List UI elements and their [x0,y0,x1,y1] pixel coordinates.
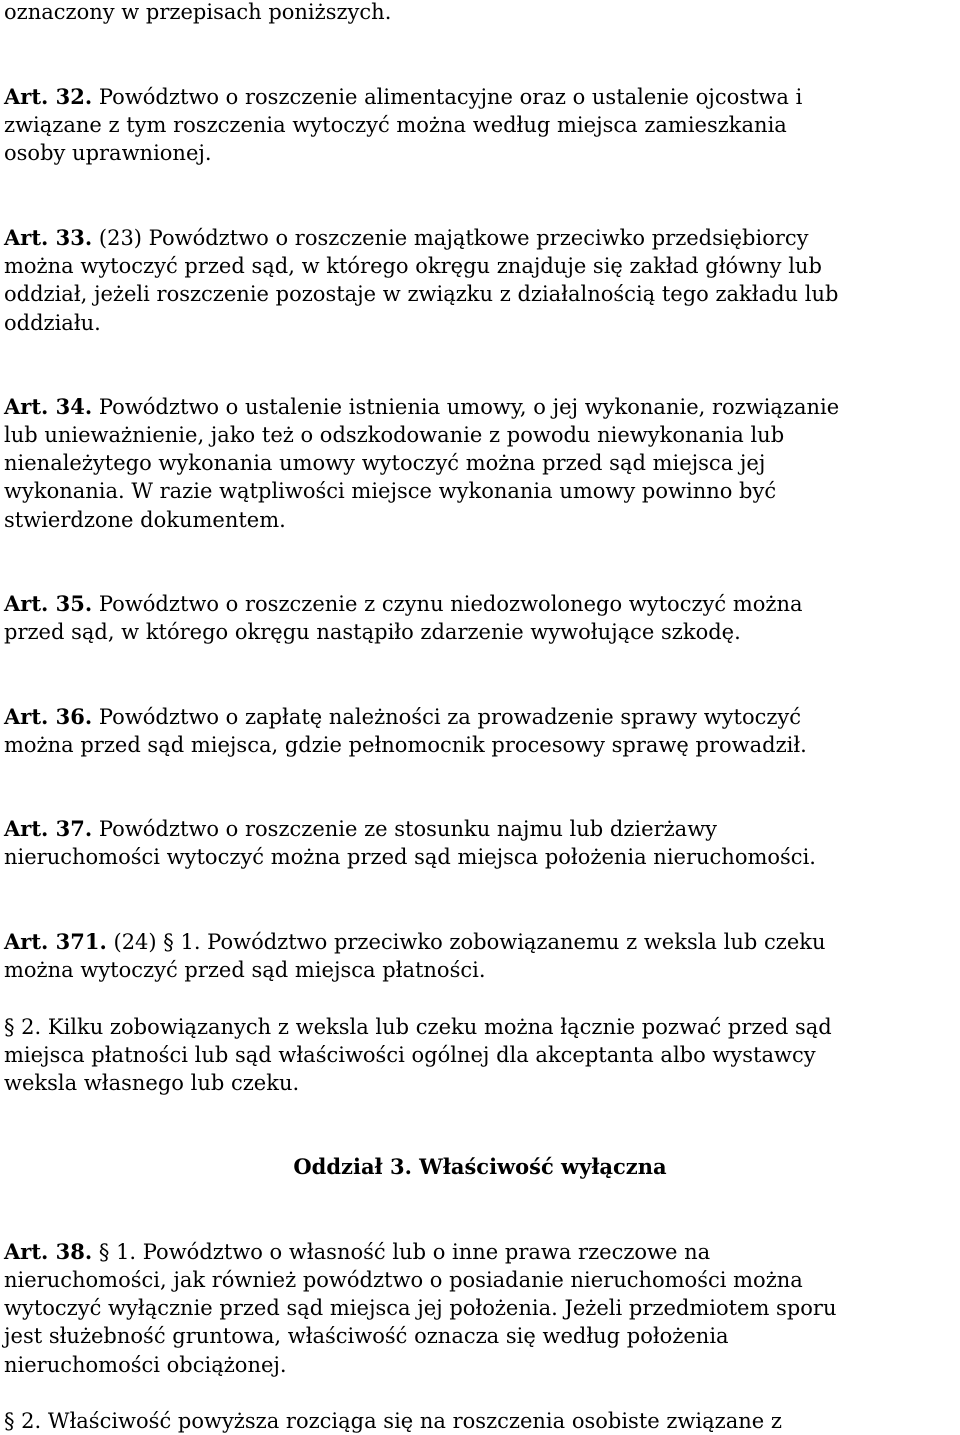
article-32-line-1 [4,83,802,111]
article-36-label: Art. 36. [4,704,93,729]
article-32-label: Art. 32. [4,84,93,109]
article-33-line-4: oddziału. [4,311,101,335]
article-37-text-1: Powództwo o roszczenie ze stosunku najmu lub dzierżawy [92,817,718,841]
article-34-line-4: wykonania. W razie wątpliwości miejsce wykonania umowy powinno być [4,479,777,503]
article-35-line-1 [4,590,803,618]
article-38-label: Art. 38. [4,1239,93,1264]
article-32-line-3: osoby uprawnionej. [4,141,212,165]
article-34-line-5: stwierdzone dokumentem. [4,508,286,532]
article-37-label: Art. 37. [4,816,93,841]
article-371-text-1: (24) § 1. Powództwo przeciwko zobowiązanemu z weksla lub czeku [106,930,826,954]
article-371-line-1 [4,928,826,956]
article-38-line-4: jest służebność gruntowa, właściwość oznacza się według położenia [4,1324,729,1348]
article-38-text-1: § 1. Powództwo o własność lub o inne prawa rzeczowe na [92,1240,711,1264]
article-371-line-2: można wytoczyć przed sąd miejsca płatności. [4,958,486,982]
article-35-label: Art. 35. [4,591,93,616]
section-heading: Oddział 3. Właściwość wyłączna [293,1154,667,1179]
article-34-line-1 [4,393,839,421]
article-38-line-1 [4,1238,710,1266]
article-34-text-1: Powództwo o ustalenie istnienia umowy, o jej wykonanie, rozwiązanie [92,395,840,419]
article-36-line-2: można przed sąd miejsca, gdzie pełnomocnik procesowy sprawę prowadził. [4,733,807,757]
article-34-line-2: lub unieważnienie, jako też o odszkodowanie z powodu niewykonania lub [4,423,785,447]
article-36-line-1 [4,703,801,731]
article-32-text-1: Powództwo o roszczenie alimentacyjne oraz o ustalenie ojcostwa i [92,85,803,109]
article-33-line-1 [4,224,809,252]
article-35-text-1: Powództwo o roszczenie z czynu niedozwolonego wytoczyć można [92,592,803,616]
article-371-par2-line-3: weksla własnego lub czeku. [4,1071,300,1095]
article-33-line-2: można wytoczyć przed sąd, w którego okręgu znajduje się zakład główny lub [4,254,822,278]
article-33-label: Art. 33. [4,225,93,250]
article-371-par2-line-1: § 2. Kilku zobowiązanych z weksla lub czeku można łącznie pozwać przed sąd [4,1015,832,1039]
article-36-text-1: Powództwo o zapłatę należności za prowadzenie sprawy wytoczyć [92,705,802,729]
article-35-line-2: przed sąd, w którego okręgu nastąpiło zdarzenie wywołujące szkodę. [4,620,741,644]
article-371-par2-line-2: miejsca płatności lub sąd właściwości ogólnej dla akceptanta albo wystawcy [4,1043,816,1067]
article-32-line-2: związane z tym roszczenia wytoczyć można według miejsca zamieszkania [4,113,787,137]
article-33-text-1: (23) Powództwo o roszczenie majątkowe przeciwko przedsiębiorcy [92,226,809,250]
article-34-line-3: nienależytego wykonania umowy wytoczyć można przed sąd miejsca jej [4,451,766,475]
article-38-line-3: wytoczyć wyłącznie przed sąd miejsca jej położenia. Jeżeli przedmiotem sporu [4,1296,837,1320]
article-37-line-1 [4,815,717,843]
article-38-line-2: nieruchomości, jak również powództwo o posiadanie nieruchomości można [4,1268,803,1292]
article-34-label: Art. 34. [4,394,93,419]
article-371-label: Art. 371. [4,929,107,954]
article-38-par2-line-1: § 2. Właściwość powyższa rozciąga się na roszczenia osobiste związane z [4,1409,782,1433]
article-37-line-2: nieruchomości wytoczyć można przed sąd miejsca położenia nieruchomości. [4,845,816,869]
article-33-line-3: oddział, jeżeli roszczenie pozostaje w związku z działalnością tego zakładu lub [4,282,839,306]
article-38-line-5: nieruchomości obciążonej. [4,1353,287,1377]
intro-line: oznaczony w przepisach poniższych. [4,0,392,24]
